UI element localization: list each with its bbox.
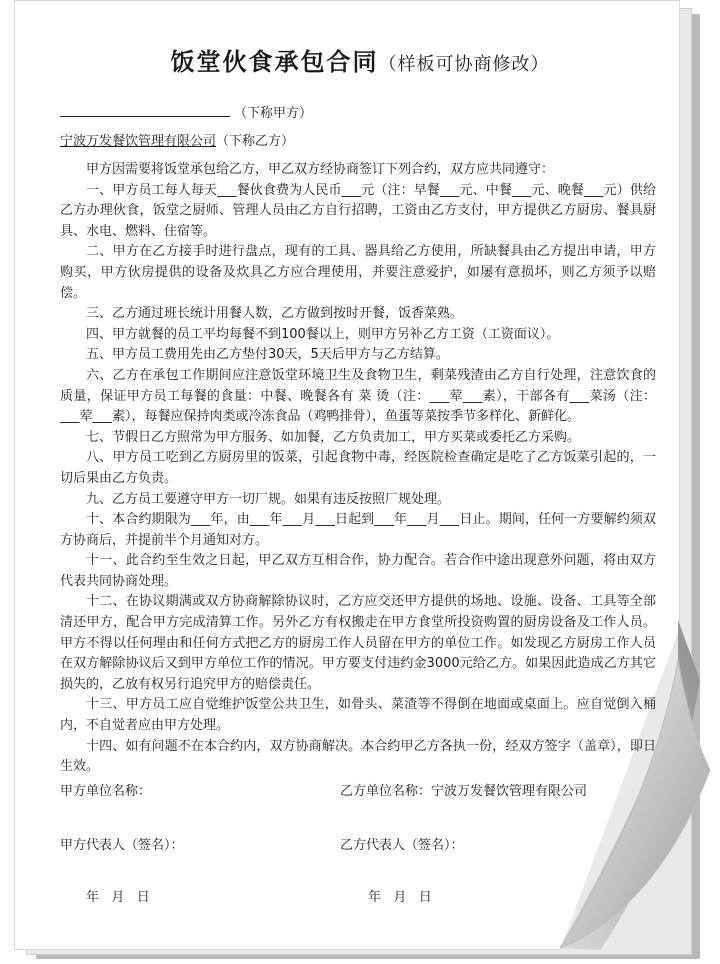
clause-3: 三、乙方通过班长统计用餐人数，乙方做到按时开餐，饭香菜熟。 — [86, 306, 464, 322]
clause-2: 二、甲方在乙方接手时进行盘点，现有的工具、器具给乙方使用，所缺餐具由乙方提出申请，甲方购买，甲方伙房提供的设备及炊具乙方应合理使用，并要注意爱护，如屡有意损坏，则乙方须予以赔偿。 — [60, 244, 656, 301]
clause-13: 十三、甲方员工应自觉维护饭堂公共卫生，如骨头、菜渣等不得倒在地面或桌面上。应自觉倒入桶内，不自觉者应由甲方处理。 — [60, 697, 656, 734]
title-note: （样板可协商修改） — [378, 54, 550, 75]
clause-11: 十一、此合约至生效之日起，甲乙双方互相合作，协力配合。若合作中途出现意外问题，将由双方代表共同协商处理。 — [60, 553, 656, 589]
party-b-suffix: （下称乙方） — [216, 134, 295, 149]
party-b-unit-label: 乙方单位名称：宁波万发餐饮管理有限公司 — [340, 784, 588, 799]
party-a-blank — [60, 104, 230, 117]
party-b-line — [60, 130, 294, 149]
clause-10: 十、本合约期限为___年，由___年___月___日起到___年___月___日止。期间，任何一方要解约须双方协商后，并提前半个月通知对方。 — [60, 512, 656, 548]
party-b-name: 宁波万发餐饮管理有限公司 — [60, 134, 217, 149]
party-a-line — [60, 102, 312, 121]
paragraph-intro: 甲方因需要将饭堂承包给乙方，甲乙双方经协商签订下列合约，双方应共同遵守： — [86, 162, 555, 177]
contract-body — [60, 160, 656, 778]
clause-9: 九、乙方员工要遵守甲方一切厂规。如果有违反按照厂规处理。 — [86, 491, 451, 507]
clause-7: 七、节假日乙方照常为甲方服务、如加餐，乙方负责加工，甲方买菜或委托乙方采购。 — [86, 429, 581, 445]
party-b-date: 年 月 日 — [368, 890, 432, 905]
clause-14: 十四、如有问题不在本合约内，双方协商解决。本合约甲乙方各执一份，经双方签字（盖章），即日生效。 — [60, 738, 656, 775]
clause-6: 六、乙方在承包工作期间应注意饭堂环境卫生及食物卫生，剩菜残渣由乙方自行处理，注意饮食的质量，保证甲方员工每餐的食量：中餐、晚餐各有 菜 烫（注：___荤___素），干部各有___菜汤（注：___荤___素），每餐应保持肉类或冷冻食品（鸡鸭排骨），鱼蛋等菜按季节多样化、新鲜化。 — [60, 367, 656, 425]
clause-8: 八、甲方员工吃到乙方厨房里的饭菜，引起食物中毒，经医院检查确定是吃了乙方饭菜引起的，一切后果由乙方负责。 — [60, 450, 656, 486]
party-a-date: 年 月 日 — [86, 890, 150, 905]
contract-title — [0, 42, 720, 77]
clause-4: 四、甲方就餐的员工平均每餐不到100餐以上，则甲方另补乙方工资（工资面议）。 — [86, 326, 560, 342]
party-a-rep-label: 甲方代表人（签名）： — [60, 838, 184, 853]
party-a-unit-label: 甲方单位名称： — [60, 784, 152, 799]
clause-5: 五、甲方员工费用先由乙方垫付30天，5天后甲方与乙方结算。 — [86, 347, 449, 363]
party-b-rep-label: 乙方代表人（签名）： — [340, 838, 464, 853]
clause-1: 一、甲方员工每人每天___餐伙食费为人民币___元（注：早餐___元、中餐___元、晚餐___元）供给乙方办理伙食，饭堂之厨师、管理人员由乙方自行招聘，工资由乙方支付，甲方提供乙方厨房、餐具厨具、水电、燃料、住宿等。 — [60, 182, 656, 239]
clause-12: 十二、在协议期满或双方协商解除协议时，乙方应交还甲方提供的场地、设施、设备、工具等全部清还甲方，配合甲方完成清算工作。另外乙方有权搬走在甲方食堂所投资购置的厨房设备及工作人员。甲方不得以任何理由和任何方式把乙方的厨房工作人员留在甲方的单位工作。如发现乙方厨房工作人员在双方解除协议后又到甲方单位工作的情况。甲方要支付违约金3000元给乙方。如果因此造成乙方其它损失的，乙放有权另行追究甲方的赔偿责任。 — [60, 594, 656, 692]
title-main: 饭堂伙食承包合同 — [170, 48, 379, 76]
party-a-suffix: （下称甲方） — [234, 106, 313, 121]
